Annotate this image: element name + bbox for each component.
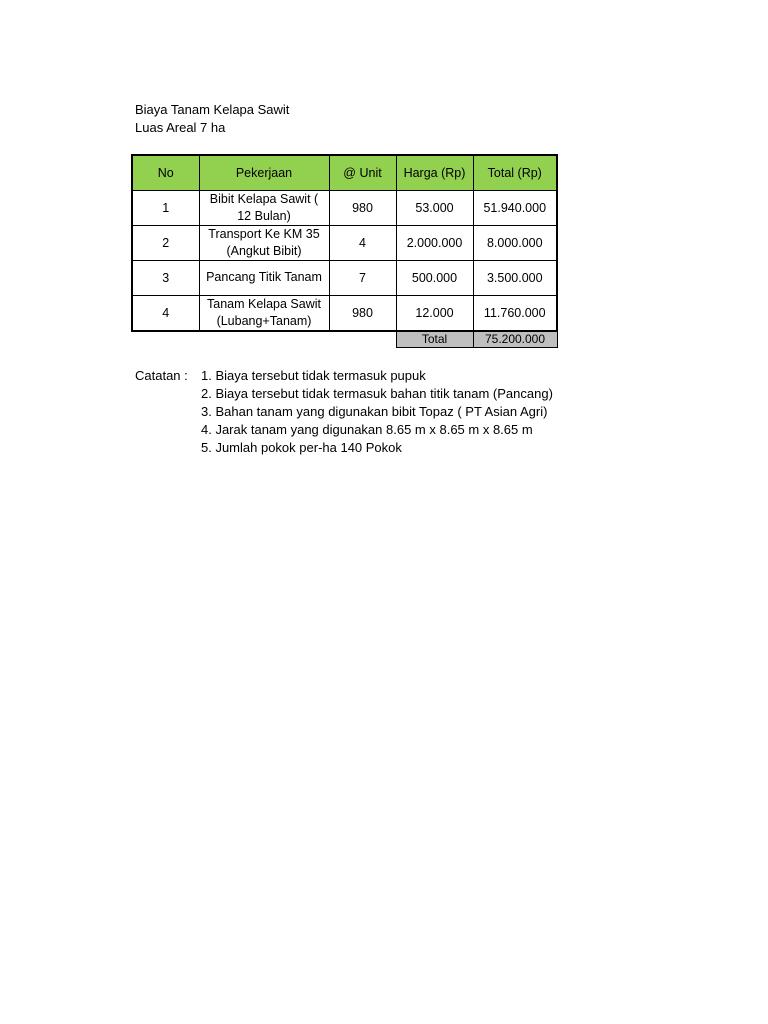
table-row bbox=[132, 225, 557, 260]
work-description-line: Transport Ke KM 35 bbox=[208, 226, 320, 241]
work-description bbox=[199, 190, 329, 225]
table-header-row bbox=[132, 155, 557, 190]
notes-list bbox=[201, 367, 553, 457]
work-description-line: Bibit Kelapa Sawit ( bbox=[209, 191, 319, 206]
unit-quantity: 7 bbox=[329, 260, 396, 295]
area-subtitle: Luas Areal 7 ha bbox=[135, 120, 226, 135]
unit-quantity: 980 bbox=[329, 190, 396, 225]
unit-price: 53.000 bbox=[396, 190, 473, 225]
table-row bbox=[132, 190, 557, 225]
table-row bbox=[132, 260, 557, 295]
work-description bbox=[199, 225, 329, 260]
notes-label: Catatan : bbox=[135, 368, 188, 383]
total-row bbox=[132, 331, 557, 348]
row-number: 4 bbox=[132, 295, 199, 331]
work-description bbox=[199, 295, 329, 331]
note-item: 1. Biaya tersebut tidak termasuk pupuk bbox=[201, 368, 426, 383]
column-header-total: Total (Rp) bbox=[473, 155, 557, 190]
column-header-no: No bbox=[132, 155, 199, 190]
note-item: 4. Jarak tanam yang digunakan 8.65 m x 8.65 m x 8.65 m bbox=[201, 422, 533, 437]
column-header-work: Pekerjaan bbox=[199, 155, 329, 190]
grand-total: 75.200.000 bbox=[473, 331, 557, 348]
line-total: 8.000.000 bbox=[473, 225, 557, 260]
document-title: Biaya Tanam Kelapa Sawit bbox=[135, 102, 290, 117]
work-description-line: (Angkut Bibit) bbox=[226, 243, 302, 258]
cost-table bbox=[131, 154, 558, 348]
work-description-line: 12 Bulan) bbox=[237, 208, 291, 223]
row-number: 1 bbox=[132, 190, 199, 225]
empty-cell bbox=[329, 331, 396, 348]
unit-price: 12.000 bbox=[396, 295, 473, 331]
row-number: 2 bbox=[132, 225, 199, 260]
work-description-line: Pancang Titik Tanam bbox=[206, 270, 322, 284]
work-description bbox=[199, 260, 329, 295]
column-header-unit: @ Unit bbox=[329, 155, 396, 190]
note-item: 2. Biaya tersebut tidak termasuk bahan titik tanam (Pancang) bbox=[201, 386, 553, 401]
line-total: 51.940.000 bbox=[473, 190, 557, 225]
note-item: 3. Bahan tanam yang digunakan bibit Topaz ( PT Asian Agri) bbox=[201, 404, 548, 419]
empty-cell bbox=[199, 331, 329, 348]
work-description-line: (Lubang+Tanam) bbox=[216, 313, 312, 328]
line-total: 3.500.000 bbox=[473, 260, 557, 295]
column-header-price: Harga (Rp) bbox=[396, 155, 473, 190]
note-item: 5. Jumlah pokok per-ha 140 Pokok bbox=[201, 440, 402, 455]
table-row bbox=[132, 295, 557, 331]
unit-quantity: 4 bbox=[329, 225, 396, 260]
empty-cell bbox=[132, 331, 199, 348]
total-label: Total bbox=[396, 331, 473, 348]
unit-quantity: 980 bbox=[329, 295, 396, 331]
unit-price: 500.000 bbox=[396, 260, 473, 295]
work-description-line: Tanam Kelapa Sawit bbox=[207, 296, 321, 311]
unit-price: 2.000.000 bbox=[396, 225, 473, 260]
row-number: 3 bbox=[132, 260, 199, 295]
line-total: 11.760.000 bbox=[473, 295, 557, 331]
